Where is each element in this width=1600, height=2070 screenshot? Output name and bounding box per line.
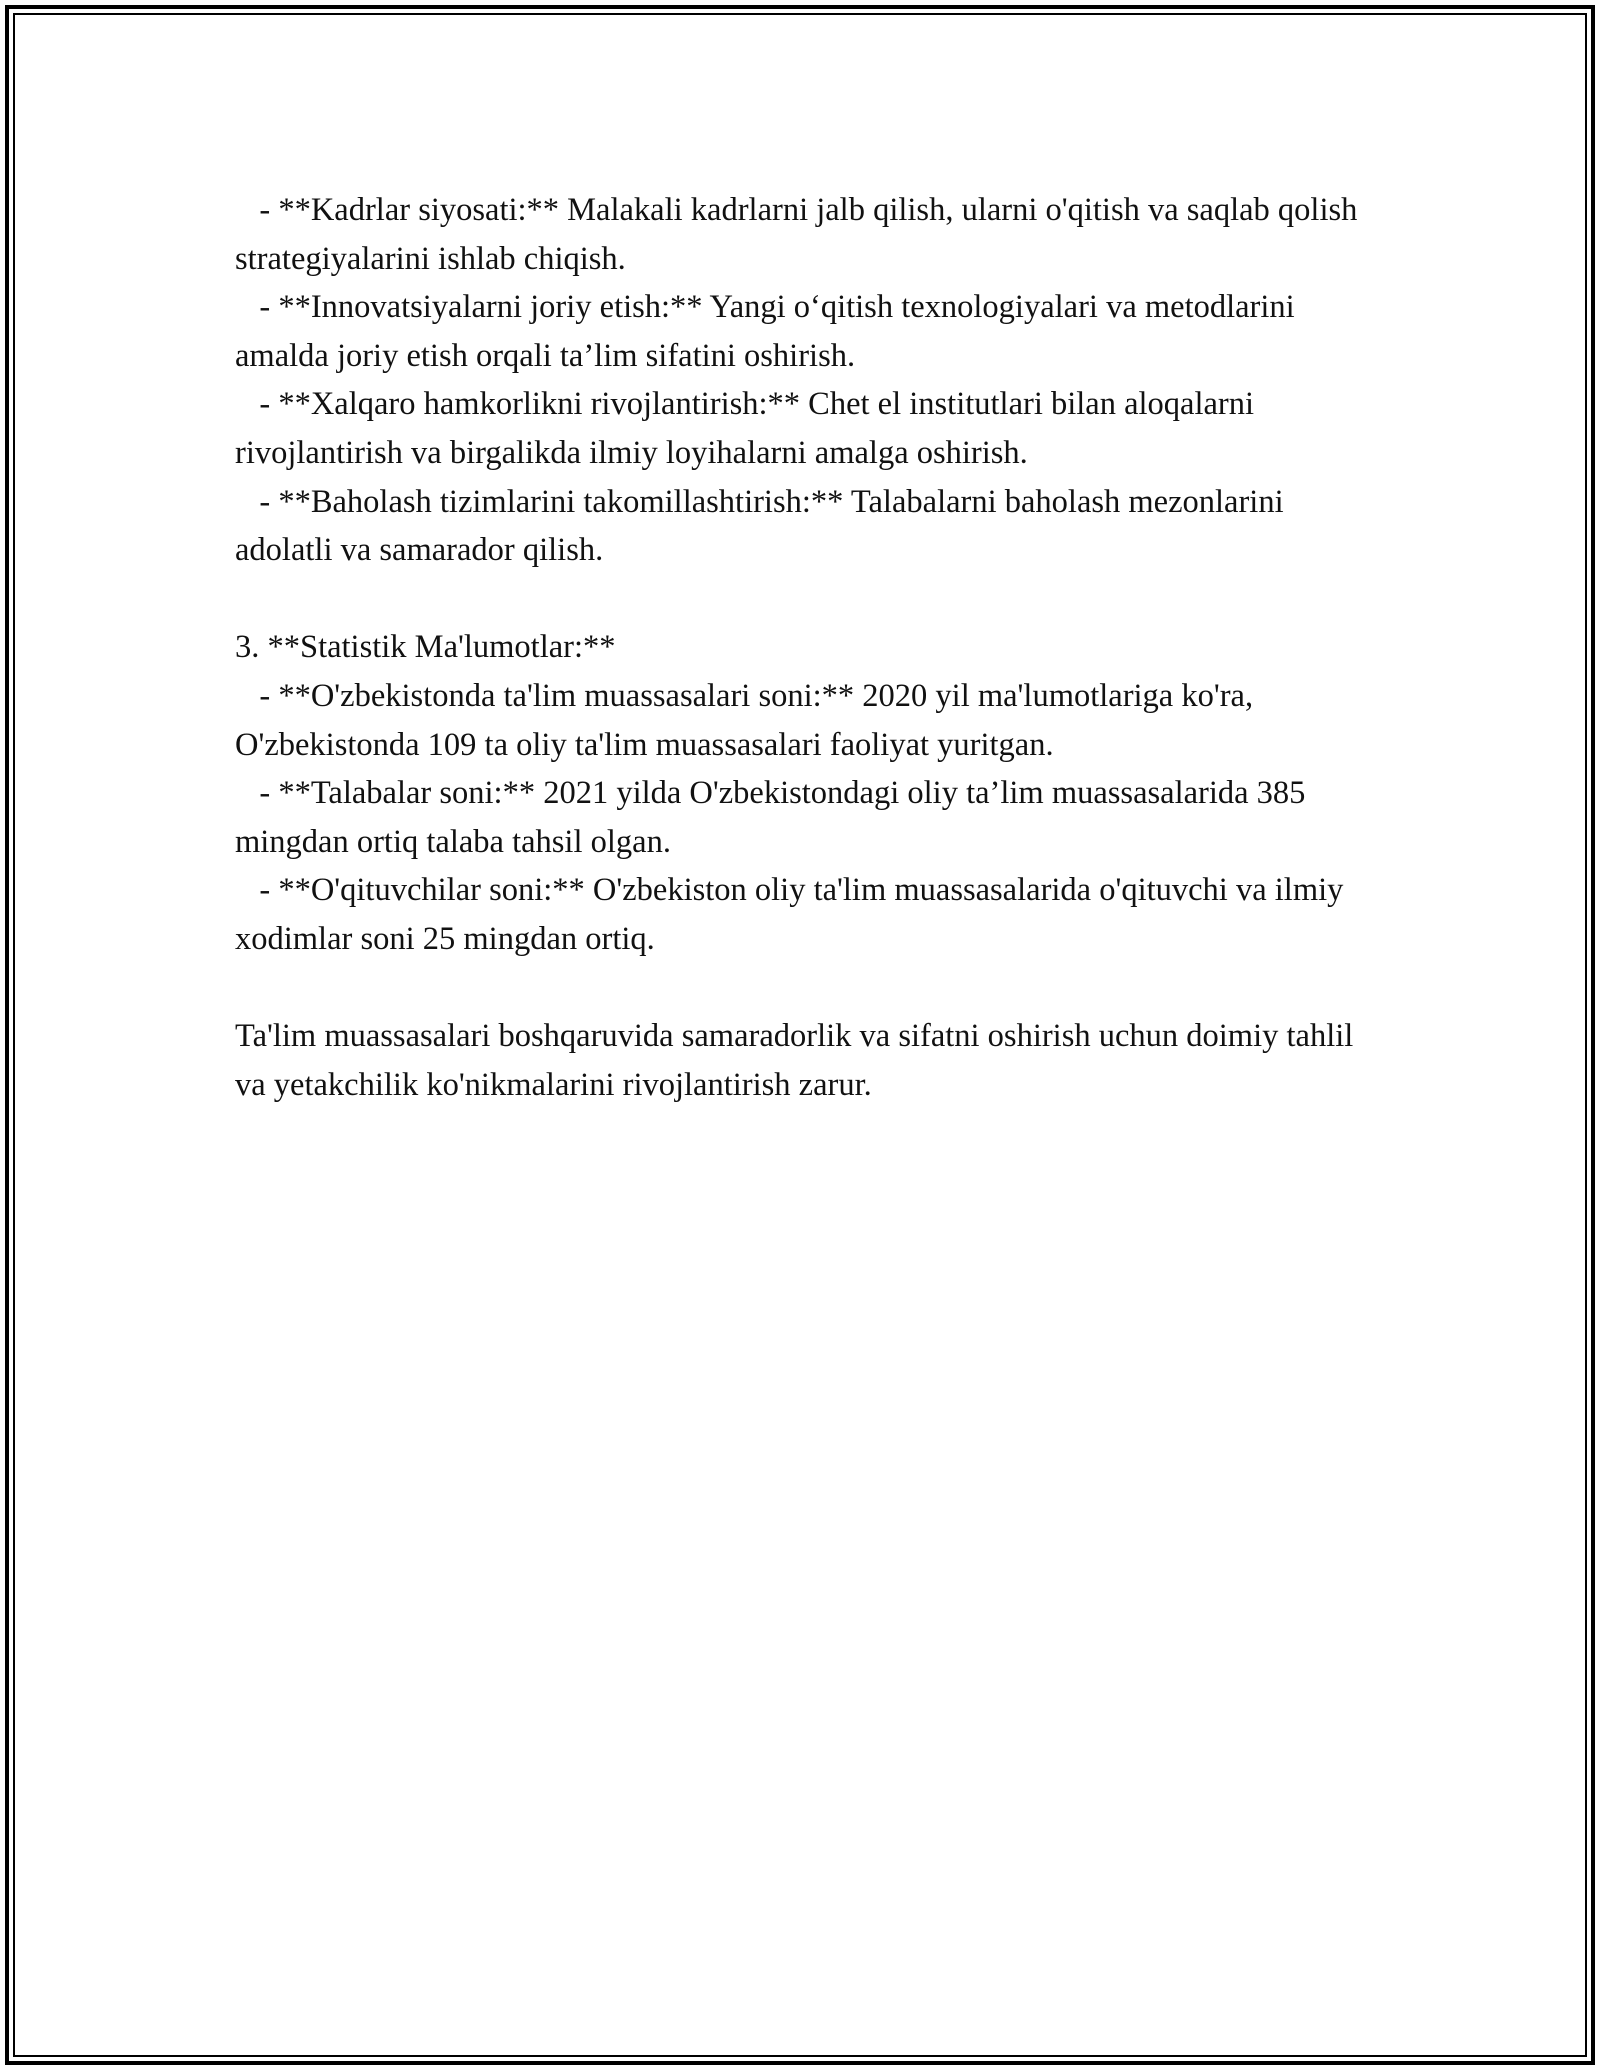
paragraph-spacer xyxy=(235,575,1385,624)
bullet-kadrlar-siyosati: - **Kadrlar siyosati:** Malakali kadrlarni jalb qilish, ularni o'qitish va saqlab qolish strategiyalarini ishlab chiqish. xyxy=(235,192,1366,277)
document-body xyxy=(235,186,1385,1109)
closing-paragraph: Ta'lim muassasalari boshqaruvida samaradorlik va sifatni oshirish uchun doimiy tahlil va yetakchilik ko'nikmalarini rivojlantirish zarur. xyxy=(235,1018,1362,1103)
bullet-oqituvchilar-soni: - **O'qituvchilar soni:** O'zbekiston oliy ta'lim muassasalarida o'qituvchi va ilmiy xodimlar soni 25 mingdan ortiq. xyxy=(235,872,1352,957)
bullet-muassasalar-soni: - **O'zbekistonda ta'lim muassasalari soni:** 2020 yil ma'lumotlariga ko'ra, O'zbekistonda 109 ta oliy ta'lim muassasalari faoliyat yuritgan. xyxy=(235,677,1262,763)
bullet-innovatsiyalar: - **Innovatsiyalarni joriy etish:** Yangi o‘qitish texnologiyalari va metodlarini amalda joriy etish orqali ta’lim sifatini oshirish. xyxy=(235,289,1303,374)
section-heading-statistik: 3. **Statistik Ma'lumotlar:** xyxy=(235,629,616,666)
bullet-baholash-tizimlari: - **Baholash tizimlarini takomillashtirish:** Talabalarni baholash mezonlarini adolatli va samarador qilish. xyxy=(235,483,1292,569)
bullet-xalqaro-hamkorlik: - **Xalqaro hamkorlikni rivojlantirish:** Chet el institutlari bilan aloqalarni rivojlantirish va birgalikda ilmiy loyihalarni amalga oshirish. xyxy=(235,386,1263,471)
bullet-talabalar-soni: - **Talabalar soni:** 2021 yilda O'zbekistondagi oliy ta’lim muassasalarida 385 mingdan ortiq talaba tahsil olgan. xyxy=(235,775,1314,860)
paragraph-spacer xyxy=(235,964,1385,1013)
